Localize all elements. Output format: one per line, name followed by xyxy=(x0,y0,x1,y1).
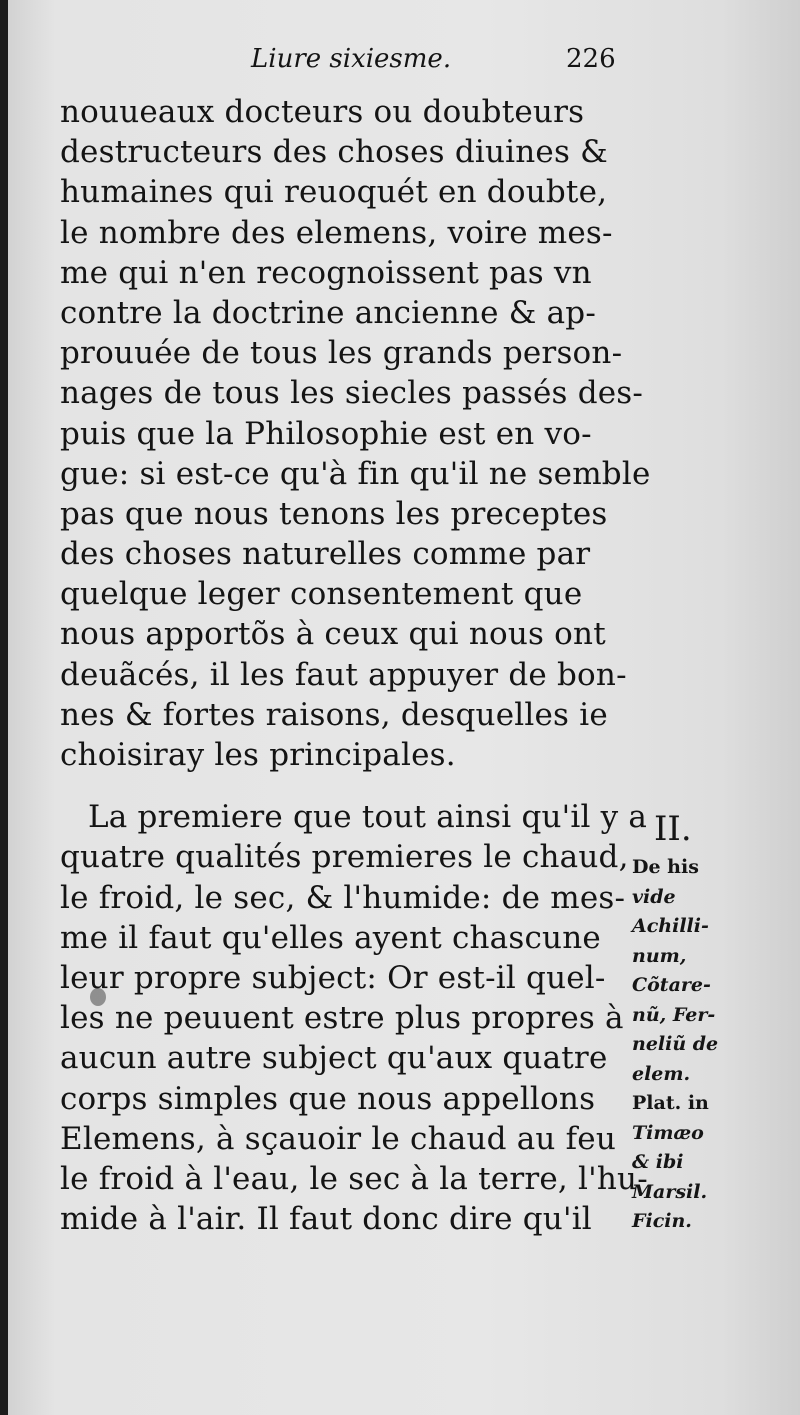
text-line: nages de tous les siecles passés des- xyxy=(60,375,644,412)
text-line: aucun autre subject qu'aux quatre xyxy=(60,1040,608,1077)
main-text-block xyxy=(60,92,651,1239)
text-line: corps simples que nous appellons xyxy=(60,1080,596,1117)
text-line: quatre qualités premieres le chaud, xyxy=(60,839,629,876)
text-line: humaines qui reuoquét en doubte, xyxy=(60,174,608,211)
margin-note-line: neliũ de xyxy=(632,1033,719,1055)
margin-note-line: De his xyxy=(632,856,699,878)
margin-note-line: vide xyxy=(632,885,676,908)
margin-note-line: Ficin. xyxy=(632,1210,692,1232)
text-line: nous apportõs à ceux qui nous ont xyxy=(60,616,606,653)
text-line: mide à l'air. Il faut donc dire qu'il xyxy=(60,1201,592,1238)
page-number: 226 xyxy=(566,44,616,74)
text-line: me qui n'en recognoissent pas vn xyxy=(60,254,592,291)
running-title: Liure sixiesme. xyxy=(251,44,452,74)
text-line: contre la doctrine ancienne & ap- xyxy=(60,294,596,331)
text-line: quelque leger consentement que xyxy=(60,576,583,613)
text-line: leur propre subject: Or est-il quel- xyxy=(60,959,606,996)
margin-note-line: & ibi xyxy=(632,1151,684,1173)
margin-note-line: Achilli- xyxy=(632,915,709,937)
show-through-ink xyxy=(640,110,790,270)
text-line: me il faut qu'elles ayent chascune xyxy=(60,919,601,956)
paragraph-start-line: La premiere que tout ainsi qu'il y a xyxy=(88,799,648,836)
margin-note-line: Plat. in xyxy=(632,1092,709,1114)
text-line: choisiray les principales. xyxy=(60,737,456,773)
margin-note-line: elem. xyxy=(632,1062,691,1085)
section-number: II. xyxy=(654,809,692,849)
margin-note-line: nũ, Fer- xyxy=(632,1003,716,1026)
text-line: pas que nous tenons les preceptes xyxy=(60,495,608,532)
margin-note-line: Marsil. xyxy=(632,1180,708,1203)
margin-note-line: num, xyxy=(632,944,687,967)
text-line: Elemens, à sçauoir le chaud au feu xyxy=(60,1120,616,1157)
margin-notes xyxy=(632,805,782,1237)
text-line: les ne peuuent estre plus propres à xyxy=(60,1000,624,1037)
page-header xyxy=(8,42,800,86)
text-line: nouueaux docteurs ou doubteurs xyxy=(60,94,585,130)
text-line: nes & fortes raisons, desquelles ie xyxy=(60,696,608,733)
book-page xyxy=(8,0,800,1415)
margin-note-line: Cõtare- xyxy=(632,974,711,996)
text-line: deuãcés, il les faut appuyer de bon- xyxy=(60,656,627,693)
margin-note-line: Timæo xyxy=(632,1121,704,1144)
text-line: des choses naturelles comme par xyxy=(60,536,591,573)
text-line: prouuée de tous les grands person- xyxy=(60,335,623,372)
text-line: gue: si est-ce qu'à fin qu'il ne semble xyxy=(60,455,651,492)
text-line: puis que la Philosophie est en vo- xyxy=(60,415,592,452)
text-line: le froid, le sec, & l'humide: de mes- xyxy=(60,879,626,916)
text-line: le froid à l'eau, le sec à la terre, l'hu- xyxy=(60,1160,648,1197)
text-line: destructeurs des choses diuines & xyxy=(60,134,608,171)
text-line: le nombre des elemens, voire mes- xyxy=(60,214,613,251)
